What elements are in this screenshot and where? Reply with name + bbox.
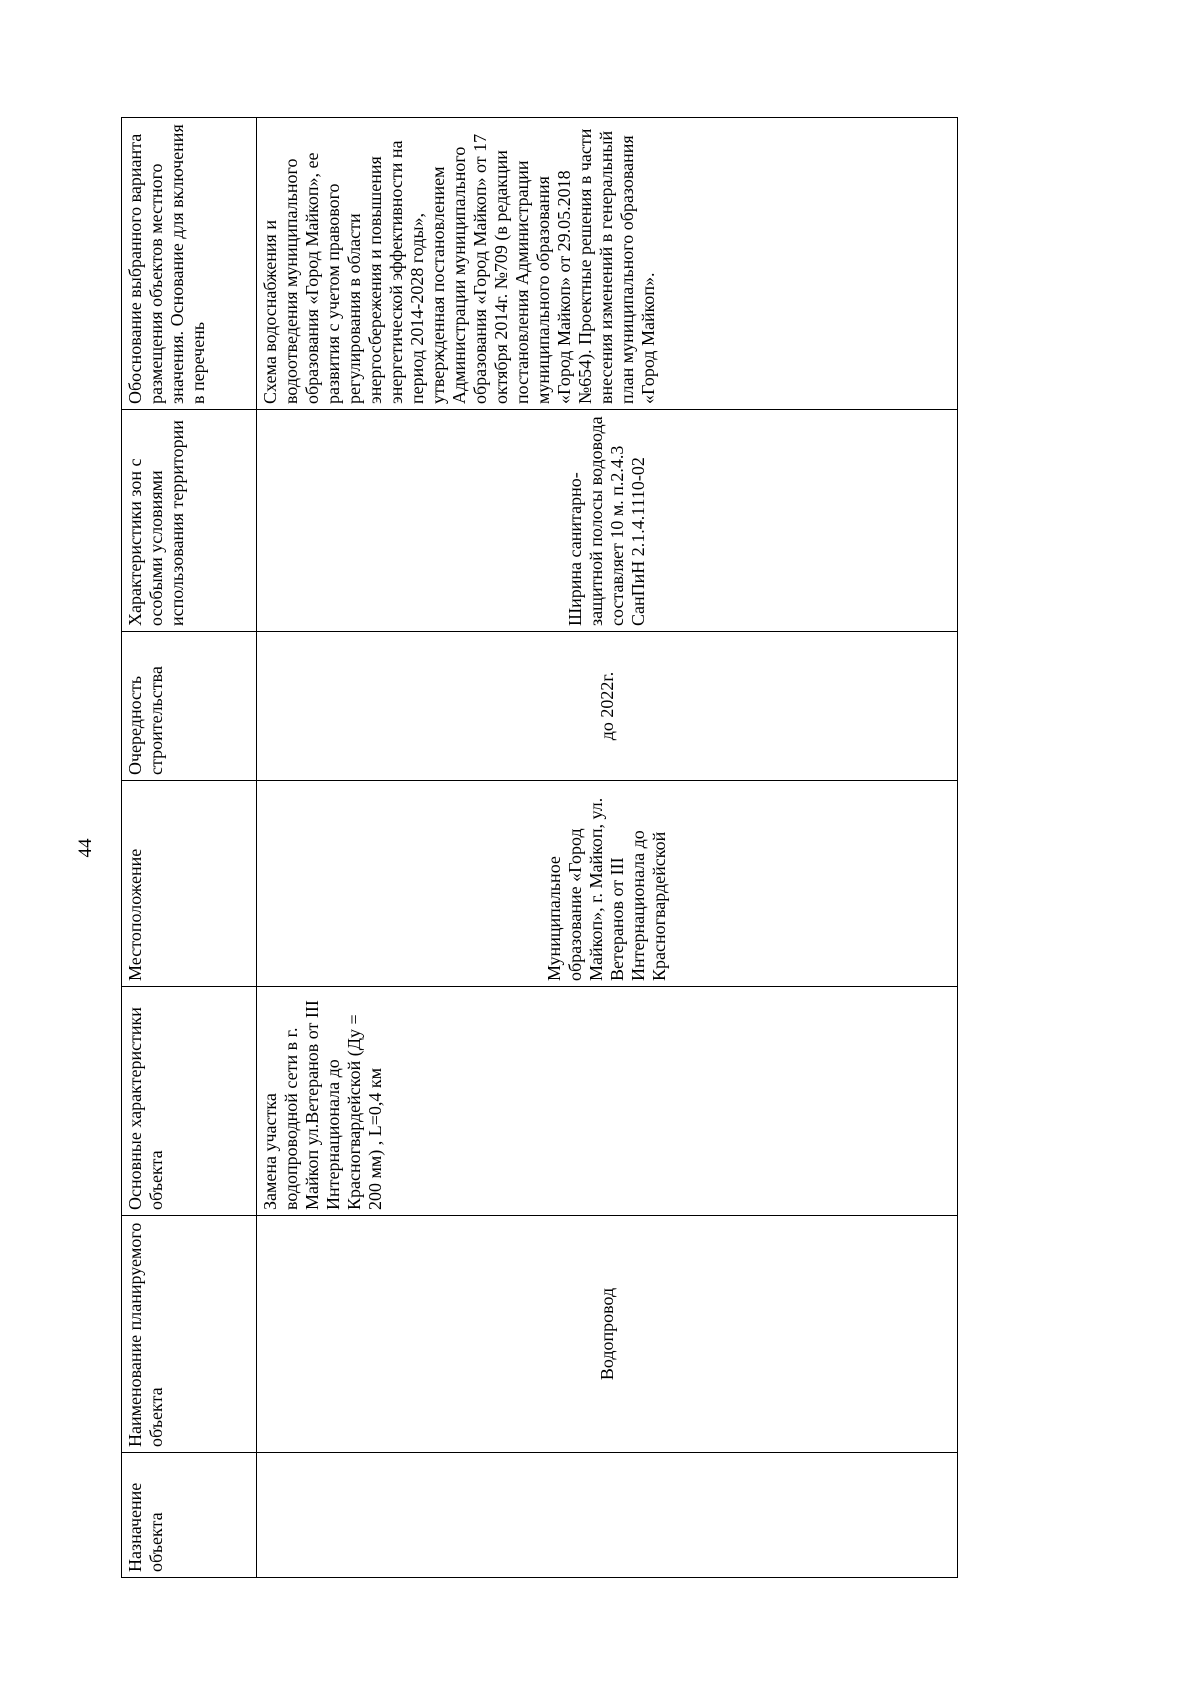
header-purpose: Назначение объекта — [122, 1453, 257, 1578]
cell-justification: Схема водоснабжения и водоотведения муниципального образования «Город Майкоп», ее развития с учетом правового регулирования в области энергосбережения и повышения энергетической эффективности на период 2014-2028 годы», утвержденная постановлением Администрации муниципального образования «Город Майкоп» от 17 октября 2014г. №709 (в редакции постановления Администрации муниципального образования «Город Майкоп» от 29.05.2018 №654). Проектные решения в части внесения изменений в генеральный план муниципального образования «Город Майкоп». — [257, 118, 958, 410]
page-number: 44 — [75, 838, 96, 858]
objects-table — [121, 117, 958, 1578]
cell-name: Водопровод — [257, 1216, 958, 1453]
cell-stage: до 2022г. — [257, 632, 958, 781]
header-name: Наименование планируемого объекта — [122, 1216, 257, 1453]
header-characteristics: Основные характеристики объекта — [122, 987, 257, 1216]
table-row — [257, 118, 958, 1578]
cell-location: Муниципальное образование «Город Майкоп», г. Майкоп, ул. Ветеранов от III Интернационала до Красногвардейской — [257, 781, 958, 987]
header-zones: Характеристики зон с особыми условиями использования территории — [122, 410, 257, 632]
cell-zones: Ширина санитарно-защитной полосы водовода составляет 10 м. п.2.4.3 СанПиН 2.1.4.1110-02 — [257, 410, 958, 632]
cell-purpose — [257, 1453, 958, 1578]
table-header-row — [122, 118, 257, 1578]
header-justification: Обоснование выбранного варианта размещения объектов местного значения. Основание для включения в перечень — [122, 118, 257, 410]
cell-characteristics: Замена участка водопроводной сети в г. Майкоп ул.Ветеранов от III Интернационала до Красногвардейской (Ду = 200 мм) , L=0,4 км — [257, 987, 958, 1216]
rotated-table-container — [121, 118, 958, 1578]
header-stage: Очередность строительства — [122, 632, 257, 781]
header-location: Местоположение — [122, 781, 257, 987]
